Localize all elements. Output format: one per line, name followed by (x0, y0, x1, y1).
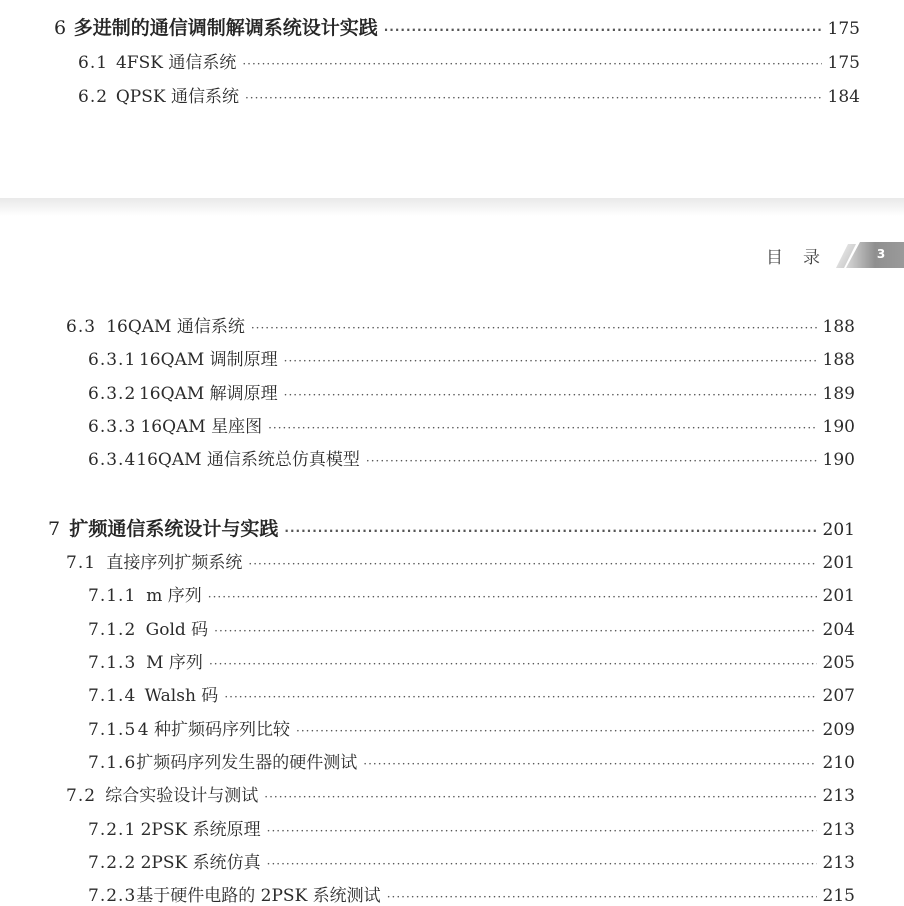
toc-leader-dots (268, 421, 816, 435)
toc-section-7-1[interactable] (66, 548, 855, 573)
toc-subsection-number: 7.1.1 (88, 586, 137, 606)
toc-subsection-title: 基于硬件电路的 2PSK 系统测试 (136, 886, 381, 906)
toc-chapter-7[interactable] (48, 514, 855, 541)
header-page-number: 3 (876, 247, 886, 261)
toc-leader-dots (267, 824, 817, 838)
toc-subsection-title: Walsh 码 (144, 686, 219, 706)
toc-subsection-title: Gold 码 (145, 620, 209, 640)
toc-subsection-number: 6.3.1 (88, 350, 137, 370)
toc-page-number: 175 (827, 53, 860, 73)
toc-subsection-title: 扩频码序列发生器的硬件测试 (136, 753, 358, 773)
toc-page-number: 205 (822, 653, 855, 673)
toc-page-top (0, 0, 904, 198)
toc-subsection-number: 7.2.1 (88, 820, 137, 840)
toc-chapter-number: 6 (54, 17, 68, 39)
toc-section-number: 7.2 (66, 786, 97, 806)
toc-leader-dots (296, 724, 817, 738)
toc-page-number: 188 (822, 350, 855, 370)
toc-subsection-title: 16QAM 通信系统总仿真模型 (136, 450, 360, 470)
toc-section-6-3[interactable] (66, 312, 855, 337)
toc-section-number: 6.2 (78, 87, 109, 107)
toc-page-number: 213 (822, 853, 855, 873)
toc-subsection-7-2-1[interactable] (88, 815, 855, 840)
toc-chapter-title: 扩频通信系统设计与实践 (69, 518, 279, 540)
toc-page-number: 189 (822, 384, 855, 404)
toc-subsection-7-1-1[interactable] (88, 581, 855, 606)
toc-leader-dots (384, 23, 822, 37)
toc-leader-dots (224, 690, 816, 704)
toc-leader-dots (284, 524, 816, 538)
toc-section-7-2[interactable] (66, 781, 855, 806)
toc-subsection-title: M 序列 (146, 653, 203, 673)
toc-leader-dots (208, 590, 817, 604)
toc-page-number: 175 (827, 19, 860, 39)
toc-subsection-7-2-2[interactable] (88, 848, 855, 873)
toc-page-number: 201 (822, 553, 855, 573)
toc-subsection-number: 7.1.3 (88, 653, 137, 673)
toc-subsection-number: 7.1.4 (88, 686, 137, 706)
toc-subsection-title: 16QAM 调制原理 (138, 350, 278, 370)
page-separator (0, 198, 904, 216)
toc-section-title: 4FSK 通信系统 (115, 53, 237, 73)
toc-chapter-6[interactable] (54, 13, 860, 40)
toc-leader-dots (366, 454, 817, 468)
toc-page-number: 201 (822, 586, 855, 606)
toc-leader-dots (214, 624, 816, 638)
toc-subsection-number: 7.2.3 (88, 886, 137, 906)
toc-subsection-title: 16QAM 解调原理 (138, 384, 278, 404)
toc-page-number: 184 (827, 87, 860, 107)
toc-section-6-2[interactable] (78, 82, 860, 107)
toc-page-number: 204 (822, 620, 855, 640)
toc-page-number: 213 (822, 786, 855, 806)
toc-subsection-7-1-6[interactable] (88, 748, 855, 773)
toc-subsection-number: 6.3.3 (88, 417, 137, 437)
toc-page-number: 190 (822, 450, 855, 470)
toc-subsection-title: 2PSK 系统原理 (140, 820, 261, 840)
toc-leader-dots (245, 91, 822, 105)
toc-subsection-number: 7.1.6 (88, 753, 137, 773)
toc-page-number: 207 (822, 686, 855, 706)
toc-page-number: 215 (822, 886, 855, 906)
toc-subsection-title: 2PSK 系统仿真 (140, 853, 261, 873)
toc-page-number: 188 (822, 317, 855, 337)
toc-subsection-6-3-1[interactable] (88, 345, 855, 370)
toc-subsection-number: 7.1.5 (88, 720, 137, 740)
toc-section-title: QPSK 通信系统 (115, 87, 239, 107)
toc-leader-dots (251, 321, 817, 335)
toc-leader-dots (248, 557, 816, 571)
toc-page-number: 209 (822, 720, 855, 740)
toc-subsection-number: 6.3.4 (88, 450, 137, 470)
toc-subsection-7-1-2[interactable] (88, 615, 855, 640)
toc-section-number: 6.3 (66, 317, 97, 337)
toc-subsection-7-1-3[interactable] (88, 648, 855, 673)
toc-leader-dots (284, 388, 817, 402)
toc-leader-dots (242, 57, 821, 71)
toc-subsection-6-3-2[interactable] (88, 379, 855, 404)
toc-subsection-7-2-3[interactable] (88, 881, 855, 906)
toc-page-number: 190 (822, 417, 855, 437)
toc-section-number: 7.1 (66, 553, 97, 573)
toc-subsection-title: 16QAM 星座图 (140, 417, 263, 437)
toc-subsection-6-3-3[interactable] (88, 412, 855, 437)
toc-subsection-7-1-4[interactable] (88, 681, 855, 706)
toc-section-title: 综合实验设计与测试 (105, 786, 259, 806)
toc-subsection-number: 6.3.2 (88, 384, 137, 404)
toc-leader-dots (209, 657, 817, 671)
toc-page-number: 210 (822, 753, 855, 773)
toc-page-number: 201 (822, 520, 855, 540)
toc-leader-dots (284, 354, 817, 368)
toc-subsection-7-1-5[interactable] (88, 715, 855, 740)
toc-page-number: 213 (822, 820, 855, 840)
toc-section-title: 直接序列扩频系统 (106, 553, 243, 573)
toc-section-6-1[interactable] (78, 48, 860, 73)
toc-leader-dots (363, 757, 816, 771)
toc-leader-dots (264, 790, 816, 804)
toc-section-title: 16QAM 通信系统 (106, 317, 245, 337)
toc-chapter-number: 7 (48, 518, 62, 540)
running-header-title: 目录 (766, 248, 840, 268)
toc-subsection-title: 4 种扩频码序列比较 (137, 720, 291, 740)
toc-section-number: 6.1 (78, 53, 109, 73)
toc-page-bottom (0, 216, 904, 906)
toc-subsection-title: m 序列 (146, 586, 202, 606)
toc-subsection-number: 7.1.2 (88, 620, 137, 640)
toc-chapter-title: 多进制的通信调制解调系统设计实践 (73, 17, 378, 39)
toc-leader-dots (267, 857, 817, 871)
toc-subsection-number: 7.2.2 (88, 853, 137, 873)
toc-subsection-6-3-4[interactable] (88, 445, 855, 470)
